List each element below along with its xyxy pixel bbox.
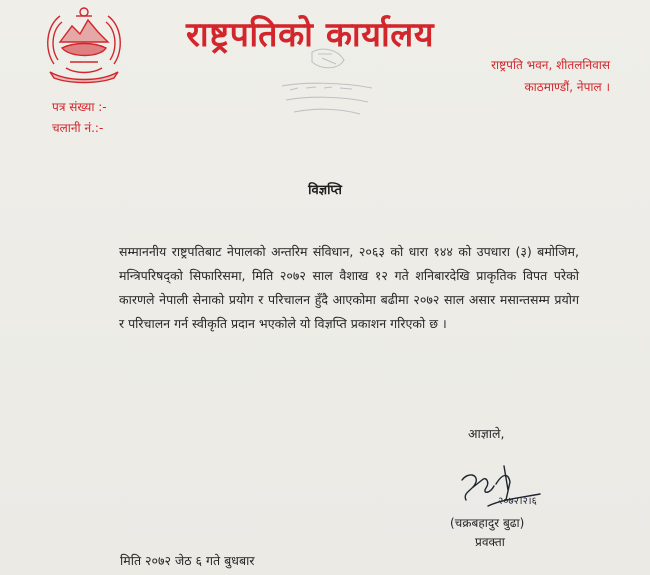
- office-address: [410, 54, 610, 98]
- letter-meta: [52, 97, 107, 139]
- notice-date: मिति २०७२ जेठ ६ गते बुधबार: [120, 553, 255, 568]
- notice-body: सम्माननीय राष्ट्रपतिबाट नेपालको अन्तरिम संविधान, २०६३ को धारा १४४ को उपधारा (३) बमोजिम, मन्त्रिपरिषद्को सिफारिसमा, मिति २०७२ साल वैशाख १२ गते शनिबारदेखि प्राकृतिक विपत परेको कारणले नेपाली सेनाको प्रयोग र परिचालन हुँदै आएकोमा बढीमा २०७२ साल असार मसान्तसम्म प्रयोग र परिचालन गर्न स्वीकृति प्रदान भएकोले यो विज्ञप्ति प्रकाशन गरिएको छ ।: [119, 244, 579, 331]
- handwritten-signature: [448, 460, 558, 518]
- dispatch-number-label: चलानी नं.:-: [52, 121, 104, 135]
- signer-name: (चक्रबहादुर बुढा): [450, 516, 525, 530]
- svg-text:२०७२।२।६: २०७२।२।६: [498, 496, 537, 507]
- office-title: राष्ट्रपतिको कार्यालय: [186, 15, 435, 55]
- office-seal-icon: [272, 42, 382, 122]
- address-line-1: राष्ट्रपति भवन, शीतलनिवास: [491, 58, 610, 72]
- notice-title: विज्ञप्ति: [308, 183, 342, 198]
- closing-phrase: आज्ञाले,: [468, 426, 505, 441]
- nepal-emblem-icon: [40, 2, 128, 84]
- letter-number-label: पत्र संख्या :-: [52, 100, 107, 114]
- address-line-2: काठमाण्डौं, नेपाल ।: [524, 80, 610, 94]
- signer-role: प्रवक्ता: [475, 535, 505, 549]
